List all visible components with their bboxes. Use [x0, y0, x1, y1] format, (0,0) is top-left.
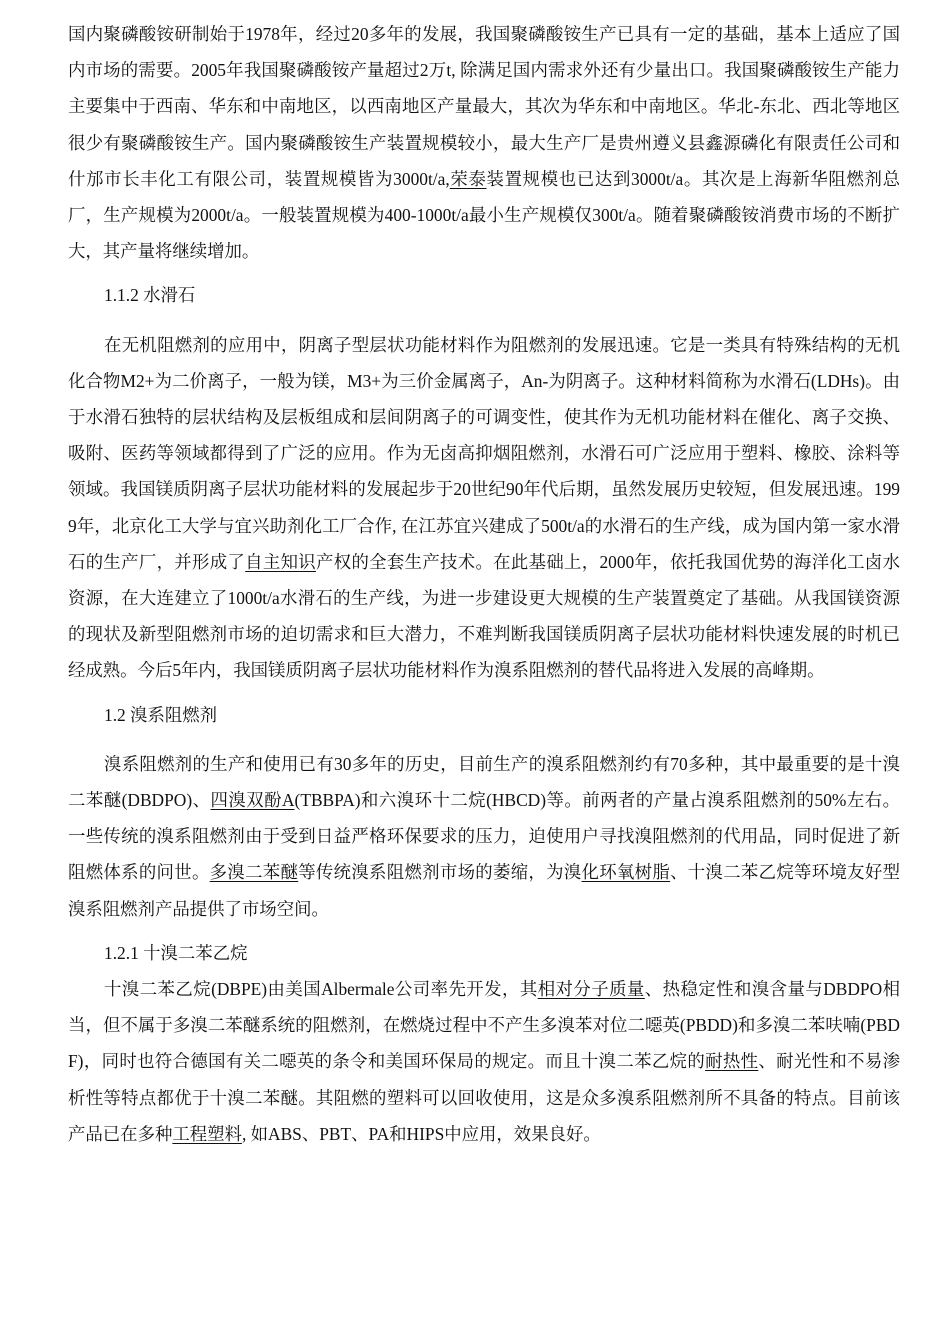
underlined-term: 化环氧树脂	[581, 862, 671, 883]
spacer	[68, 927, 900, 935]
paragraph-dbpe	[68, 971, 900, 1152]
text-segment: 在无机阻燃剂的应用中，阴离子型层状功能材料作为阻燃剂的发展迅速。它是一类具有特殊结构的无机化合物M2+为二价离子，一般为镁，M3+为三价金属离子，An-为阴离子。这种材料简称为水滑石(LDHs)。由于水滑石独特的层状结构及层板组成和层间阴离子的可调变性，使其作为无机功能材料在催化、离子交换、吸附、医药等领域都得到了广泛的应用。作为无卤高抑烟阻燃剂，水滑石可广泛应用于塑料、橡胶、涂料等领域。我国镁质阴离子层状功能材料的发展起步于20世纪90年代后期，虽然发展历史较短，但发展迅速。1999年，北京化工大学与宜兴助剂化工厂合作, 在江苏宜兴建成了500t/a的水滑石的生产线，成为国内第一家水滑石的生产厂，并形成了	[68, 334, 900, 572]
underlined-term: 荣泰	[449, 168, 487, 189]
underlined-term: 工程塑料	[172, 1123, 242, 1144]
text-segment: 装置规模也已达到3000t/a。其次是上海新华阻燃剂总厂，生产规模为2000t/a。一般装置规模为400-1000t/a最小生产规模仅300t/a。随着聚磷酸铵消费市场的不断扩大，其产量将继续增加。	[68, 168, 900, 262]
underlined-term: 多溴二苯醚	[209, 862, 299, 883]
text-segment: 溴系阻燃剂的生产和使用已有30多年的历史，目前生产的溴系阻燃剂约有70多种，其中最重要的是十溴二苯醚(DBDPO)、	[68, 753, 900, 811]
text-segment: 等传统溴系阻燃剂市场的萎缩，为溴	[298, 862, 582, 883]
spacer	[68, 733, 900, 746]
text-segment: 国内聚磷酸铵研制始于1978年，经过20多年的发展，我国聚磷酸铵生产已具有一定的基础，基本上适应了国内市场的需要。2005年我国聚磷酸铵产量超过2万t, 除满足国内需求外还有少量出口。我国聚磷酸铵生产能力主要集中于西南、华东和中南地区，以西南地区产量最大，其次为华东和中南地区。华北-东北、西北等地区很少有聚磷酸铵生产。国内聚磷酸铵生产装置规模较小，最大生产厂是贵州遵义县鑫源磷化有限责任公司和什邡市长丰化工有限公司，装置规模皆为3000t/a,	[68, 24, 900, 189]
text-segment: (TBBPA)和六溴环十二烷(HBCD)等。前两者的产量占溴系阻燃剂的50%左右。一些传统的溴系阻燃剂由于受到日益严格环保要求的压力，迫使用户寻找溴阻燃剂的代用品，同时促进了新阻燃体系的问世。	[68, 790, 901, 883]
underlined-term: 四溴双酚A	[210, 790, 295, 811]
paragraph-polyphosphate-production	[68, 16, 900, 269]
document-page	[68, 16, 900, 1152]
section-heading: 1.2.1 十溴二苯乙烷	[104, 942, 248, 963]
text-segment: 产权的全套生产技术。在此基础上，2000年，依托我国优势的海洋化工卤水资源，在大连建立了1000t/a水滑石的生产线，为进一步建设更大规模的生产装置奠定了基础。从我国镁资源的现状及新型阻燃剂市场的迫切需求和巨大潜力，不难判断我国镁质阴离子层状功能材料快速发展的时机已经成熟。今后5年内，我国镁质阴离子层状功能材料作为溴系阻燃剂的替代品将进入发展的高峰期。	[68, 551, 900, 681]
spacer	[68, 689, 900, 697]
text-segment: , 如ABS、PBT、PA和HIPS中应用，效果良好。	[241, 1123, 601, 1144]
paragraph-hydrotalcite	[68, 327, 900, 689]
text-segment: 、耐光性和不易渗析性等特点都优于十溴二苯醚。其阻燃的塑料可以回收使用，这是众多溴系阻燃剂所不具备的特点。目前该产品已在多种	[68, 1051, 900, 1144]
section-heading: 1.1.2 水滑石	[104, 285, 196, 306]
underlined-term: 耐热性	[705, 1051, 759, 1072]
section-heading: 1.2 溴系阻燃剂	[104, 704, 218, 725]
spacer	[68, 269, 900, 277]
text-segment: 、热稳定性和溴含量与DBDPO相当，但不属于多溴二苯醚系统的阻燃剂，在燃烧过程中不产生多溴苯对位二噁英(PBDD)和多溴二苯呋喃(PBDF)，同时也符合德国有关二噁英的条令和美国环保局的规定。而且十溴二苯乙烷的	[68, 979, 900, 1072]
text-segment: 十溴二苯乙烷(DBPE)由美国Albermale公司率先开发，其	[104, 979, 538, 1000]
paragraph-brominated-flame-retardants	[68, 746, 900, 927]
underlined-term: 自主知识	[245, 551, 317, 572]
text-segment: 、十溴二苯乙烷等环境友好型溴系阻燃剂产品提供了市场空间。	[68, 862, 900, 919]
spacer	[68, 314, 900, 327]
underlined-term: 相对分子质量	[537, 979, 645, 1000]
